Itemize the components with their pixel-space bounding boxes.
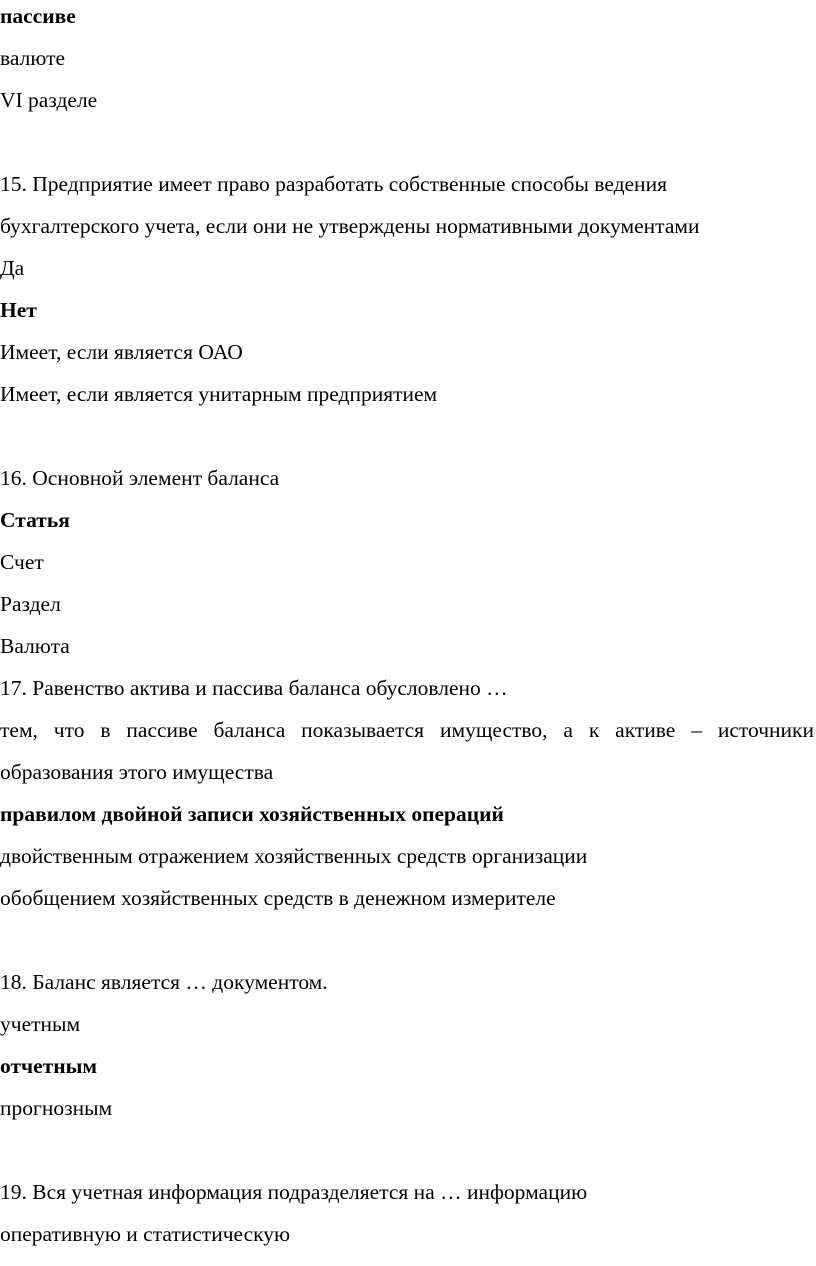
answer-option: Счет xyxy=(0,550,44,574)
answer-option: Да xyxy=(0,256,25,280)
question-15: 15. Предприятие имеет право разработать собственные способы ведения xyxy=(0,172,667,196)
correct-answer: отчетным xyxy=(0,1054,98,1078)
answer-option: учетным xyxy=(0,1012,81,1036)
answer-option-continued: образования этого имущества xyxy=(0,760,274,784)
question-17: 17. Равенство актива и пассива баланса обусловлено … xyxy=(0,676,508,700)
question-15-continued: бухгалтерского учета, если они не утверждены нормативными документами xyxy=(0,214,700,238)
correct-answer: Нет xyxy=(0,298,37,322)
question-18: 18. Баланс является … документом. xyxy=(0,970,328,994)
correct-answer: правилом двойной записи хозяйственных операций xyxy=(0,802,504,826)
answer-option: Валюта xyxy=(0,634,70,658)
question-16: 16. Основной элемент баланса xyxy=(0,466,280,490)
question-19: 19. Вся учетная информация подразделяется на … информацию xyxy=(0,1180,588,1204)
answer-option: прогнозным xyxy=(0,1096,113,1120)
answer-option: VI разделе xyxy=(0,88,98,112)
answer-option: Раздел xyxy=(0,592,61,616)
answer-option: двойственным отражением хозяйственных средств организации xyxy=(0,844,588,868)
correct-answer: Статья xyxy=(0,508,70,532)
answer-option: обобщением хозяйственных средств в денежном измерителе xyxy=(0,886,556,910)
answer-option: тем, что в пассиве баланса показывается имущество, а к активе – источники xyxy=(0,718,814,742)
answer-option: Имеет, если является унитарным предприятием xyxy=(0,382,438,406)
answer-option: пассиве xyxy=(0,4,76,28)
answer-option: валюте xyxy=(0,46,66,70)
answer-option: Имеет, если является ОАО xyxy=(0,340,243,364)
answer-option: оперативную и статистическую xyxy=(0,1222,291,1246)
